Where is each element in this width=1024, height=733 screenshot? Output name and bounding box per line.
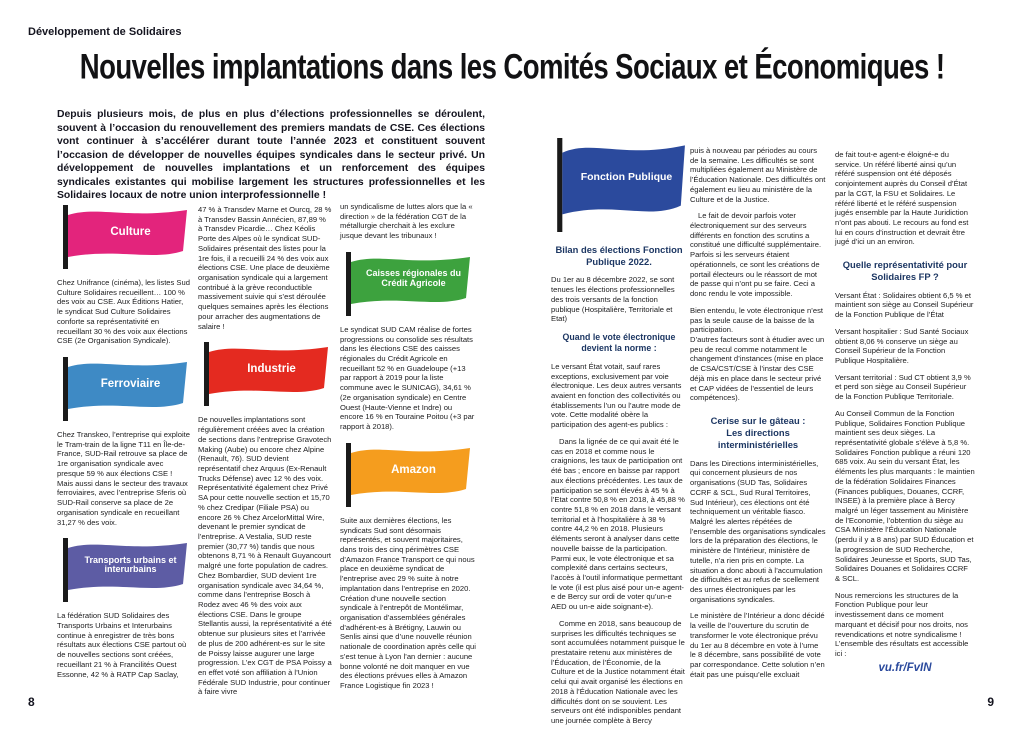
culture-text: Chez Unifrance (cinéma), les listes Sud Culture Solidaires recueillent… 100 % des voix au CSE. Aux Éditions Hatier, le syndicat Sud Culture Solidaires conforte sa représentativité en recueillant 30 % des voix aux élections CSE (2e Organisation Syndicale). [57,278,190,346]
cerise-heading [694,415,822,452]
transports-continued-text: 47 % à Transdev Marne et Ourcq, 28 % à Transdev Bassin Annécien, 87,89 % à Transdev Picardie… Chez Kéolis Porte des Alpes où le syndicat SUD-Solidaires présentait des listes pour la 1re fois, il a recueilli 24 % des voix aux élections CSE. Une place de deuxième organisation syndicale qui a largement contribué à la grève reconductible massivement suivie qui s’est déroulée quelques semaines après les élections pour arracher des augmentations de salaire ! [198,205,332,331]
credit-agricole-flag [340,252,472,316]
ferroviaire-flag-label: Ferroviaire [100,378,161,390]
representativite-heading: Quelle représentativité pour Solidaires FP ? [842,259,968,283]
ferroviaire-flag [57,357,189,421]
bilan-heading: Bilan des élections Fonction Publique 2022. [555,244,683,268]
col5-p6: Le ministère de l’Intérieur a donc décidé la veille de l’ouverture du scrutin de transformer le vote électronique prévu du 1er au 8 décembre en vote à l’urne le 8 décembre, sans possibilité de vote par correspondance. Cette solution n’en était pas une puisqu’elle excluait [690,611,825,679]
transports-flag-label: Transports urbains et interurbains [84,554,177,575]
credit-agricole-text: Le syndicat SUD CAM réalise de fortes progressions ou consolide ses résultats dans les élections CSE des caisses régionales du Crédit Agricole en recueillant 52 % en Guadeloupe (+13 par rapport à 2019 pour la liste commune avec le SUNICAG), 34,61 % (2e organisation syndicale) en Centre Ouest (Haute-Vienne et Indre) ou encore 16 % en Touraine Poitou (+3 par rapport à 2018). [340,324,475,432]
vote-electronique-heading: Quand le vote électronique devient la norme : [562,332,676,354]
column-1 [57,205,190,686]
column-5 [690,146,826,686]
fonction-publique-flag-label: Fonction Publique [580,171,673,184]
col6-p1: de fait tout-e agent-e éloigné-e du service. Un référé liberté ainsi qu’un référé suspension ont été déposés conjointement auprès du Conseil d’État par la CGT, la FSU et Solidaires. Le référé liberté et le référé suspension jugés ensemble par la Haute Juridiction n’ont pas abouti. Le recours au fond est lui en cours d’instruction et devrait être jugé d’ici un an environ. [835,150,969,247]
versant-territorial-text: Versant territorial : Sud CT obtient 3,9 % et perd son siège au Conseil Supérieur de la Fonction Publique Territoriale. [835,372,971,402]
industrie-flag [198,342,330,406]
industrie-continued-text: un syndicalisme de luttes alors que la « direction » de la fédération CGT de la métallurgie cherchait à les exclure jusque devant les tribunaux ! [340,202,473,241]
page-number-left: 8 [28,695,35,709]
column-4 [551,138,687,733]
col5-p4: D’autres facteurs sont à étudier avec un peu de recul comme notamment le changement d’instances (mise en place de CSA/CST/CSE à l’instar des CSE déjà mis en place dans le secteur privé et CAP vidées de l’essentiel de leurs compétences). [690,334,825,403]
amazon-flag [340,443,472,507]
transports-text: La fédération SUD Solidaires des Transports Urbains et Interurbains continue à enregistrer de très bons résultats aux élections CSE partout où de nouvelles sections sont créées, recueillant 21 % à Francilités Ouest Essonne, 42 % à RATP Cap Saclay, [57,611,187,679]
remerciements-text: Nous remercions les structures de la Fonction Publique pour leur investissement dans ce moment marquant et décisif pour nos droits, nos revendications et notre syndicalisme ! L’ensemble des résultats est accessible ici : [835,590,969,659]
intro-paragraph: Depuis plusieurs mois, de plus en plus d’élections professionnelles se déroulent, souvent à l’occasion du renouvellement des premiers mandats de CSE. Ces élections vont continuer à s’accélérer durant toute l’année 2023 et constituent souvent l’occasion de développer de nouvelles équipes syndicales dans le secteur privé. Un développement de nouvelles implantations et un renforcement des équipes syndicales existantes qui mobilise largement les structures professionnelles et les Solidaires locaux de notre union interprofessionnelle ! [57,109,485,202]
fonction-publique-flag [551,138,687,232]
section-kicker: Développement de Solidaires [28,26,182,38]
col5-p1: puis à nouveau par périodes au cours de la semaine. Les difficultés se sont multipliées également au Ministère de l’Éducation Nationale. Des difficultés ont également eu lieu au ministère de la Culture et de la Justice. [690,146,826,204]
culture-flag [57,205,189,269]
industrie-flag-label: Industrie [247,363,296,376]
industrie-text: De nouvelles implantations sont régulièrement créées avec la création de sections dans l’entreprise Gravotech Making (Aube) ou encore chez Alpine (Renault, 76). SUD devient représentatif chez Arquus (Ex-Renault Trucks Défense) avec 12 % des voix. Représentativité également chez Privé SA pour cette nouvelle section et 15,70 % chez Credipar (Filiale PSA) ou encore 26 % Chez ArcelorMittal Wire, devenant le premier syndicat de l’entreprise. A Vestalia, SUD reste premier (30,77 %) tandis que nous obtenons 8,71 % à Renault Guyancourt malgré une forte population de cadres. Chez Bombardier, SUD devient 1re organisation syndicale avec 34,64 %, comme dans l’entreprise Bosch à Rodez avec 46 % des voix aux élections CSE. Dans le groupe Stellantis aussi, la représentativité a été obtenue sur plusieurs sites et l’arrivée de plus de 200 adhérent-es sur le site de Poissy laisse augurer une large progression. L’ex CGT de PSA Poissy a en effet voté son affiliation à l’Union Fédérale SUD Industrie, pour continuer à faire vivre [198,415,332,697]
bilan-p1: Du 1er au 8 décembre 2022, se sont tenues les élections professionnelles des trois versants de la fonction publique (Hospitalière, Territoriale et Etat) [551,275,675,324]
transports-flag [57,538,189,602]
versant-hospitalier-text: Versant hospitalier : Sud Santé Sociaux obtient 8,06 % conserve un siège au Conseil Supérieur de la Fonction Publique Hospitalière. [835,326,969,365]
page-title [0,48,1024,88]
bilan-p2: Le versant État votait, sauf rares exceptions, exclusivement par voie électronique. Les deux autres versants avaient en fonction des collectivités ou établissements l’un ou l’autre mode de vote. Cette modalité obère la participation des agent-es publics : [551,361,682,430]
conseil-commun-text: Au Conseil Commun de la Fonction Publique, Solidaires Fonction Publique maintient ses deux sièges. La représentativité globale s’élève à 5,8 %. Solidaires Fonction publique a réuni 120 685 voix. Au sein du versant État, les éléments les plus marquants : le maintien de la fédération Solidaires Finances (Finances publiques, Douanes, CCRF, INSEE) à la première place à Bercy malgré un léger tassement au Ministère de l’Economie, l’obtention du siège au CSA Ministère l’Éducation Nationale (perdu il y a 8 ans) par SUD Éducation et la progression de SUD Recherche, Solidaires Jeunesse et Sports, SUD Tas, Solidaires Douanes et Solidaires CCRF & SCL. [835,408,975,584]
credit-agricole-flag-label: Caisses régionales du Crédit Agricole [365,268,462,288]
bilan-p3: Dans la lignée de ce qui avait été le cas en 2018 et comme nous le craignions, les taux de participation ont été bas ; encore en baisse par rapport aux élections précédentes. Les taux de participation se sont élevés à 45 % à l’Etat contre 50,8 % en 2018, à 45,88 % contre 51,8 % en 2018 dans le versant territorial et à l’hospitalière à 38 % contre 44,2 % en 2018. Plusieurs éléments seront à analyser dans cette nouvelle baisse de la participation. Parmi eux, le vote électronique et sa complexité dans certains secteurs, l’accès à l’outil informatique permettant le vote (il est plus aisé pour un-e agent-e de Bercy sur ordi de voter qu’un-e AED ou un-e aide soignant-e). [551,436,685,612]
col5-p5: Dans les Directions interministérielles, qui concernent plusieurs de nos organisations (SUD Tas, Solidaires CCRF & SCL, Sud Rural Territoires, Sud Intérieur), ces élections ont été techniquement un véritable fiasco. Malgré les alertes répétées de l’ensemble des organisations syndicales lors de la préparation des élections, le ministère de l’Intérieur, ministère de tutelle, n’a rien pris en compte. La situation a donc abouti à l’accumulation de difficultés et au refus de scellement des urnes électroniques par les organisations syndicales. [690,458,826,604]
column-2 [198,205,332,704]
column-6 [835,150,975,676]
ferroviaire-text: Chez Transkeo, l’entreprise qui exploite le Tram-train de la ligne T11 en Île-de-France, SUD-Rail retrouve sa place de 1re organisation syndicale avec presque 59 % aux élections CSE ! Mais aussi dans le secteur des travaux ferroviaires, avec l’entreprise Sferis où SUD-Rail conserve sa place de 2e organisation syndicale en recueillant 31,27 % des voix. [57,430,190,527]
cerise-heading-line1: Cerise sur le gâteau : [710,414,806,426]
results-link[interactable]: vu.fr/FvIN [878,661,932,674]
col5-p3: Bien entendu, le vote électronique n’est pas la seule cause de la baisse de la participation. [690,305,823,335]
col5-p2: Le fait de devoir parfois voter électroniquement sur des serveurs différents en fonction des scrutins a constitué une difficulté supplémentaire. Parfois si les serveurs étaient opérationnels, ce sont les créations de portail électeurs ou le réassort de mot de passe qui n’ont pu se faire. Ceci a donc rendu le vote impossible. [690,211,822,299]
column-3 [340,202,476,698]
versant-etat-text: Versant État : Solidaires obtient 6,5 % et maintient son siège au Conseil Supérieur de la Fonction Publique de l’État [835,290,974,320]
amazon-flag-label: Amazon [391,463,436,476]
culture-flag-label: Culture [110,225,151,238]
page-number-right: 9 [987,695,994,709]
amazon-text: Suite aux dernières élections, les syndicats Sud sont désormais représentés, et souvent majoritaires, dans trois des cinq périmètres CSE d’Amazon France Transport ce qui nous place en deuxième syndicat de l’entreprise avec 29 % suite à notre implantation dans l’entreprise en 2020. Création d’une nouvelle section syndicale à l’entrepôt de Montélimar, organisation d’assemblées générales d’adhérent-es à Brétigny, Lauwin ou Senlis ainsi que d’une nouvelle réunion nationale de coordination après celle qui s’est tenue à Lyon l’an dernier : aucune bonne volonté ne doit manquer en vue des élections prévues elles à Amazon France Logistique fin 2023 ! [340,515,476,690]
page-title-text: Nouvelles implantations dans les Comités Sociaux et Économiques ! [79,48,945,88]
bilan-p4: Comme en 2018, sans beaucoup de surprises les difficultés techniques se sont accumulées notamment puisque le prestataire retenu aux ministères de l’Éducation, de l’Économie, de la Culture et de la Justice notamment était celui qui avait organisé les élections en 2018 à l’Éducation Nationale avec les difficultés dont on se souvient. Les serveurs ont été indisponibles pendant une journée complète à Bercy [551,618,685,726]
cerise-heading-line2: Les directions interministérielles [717,427,799,451]
